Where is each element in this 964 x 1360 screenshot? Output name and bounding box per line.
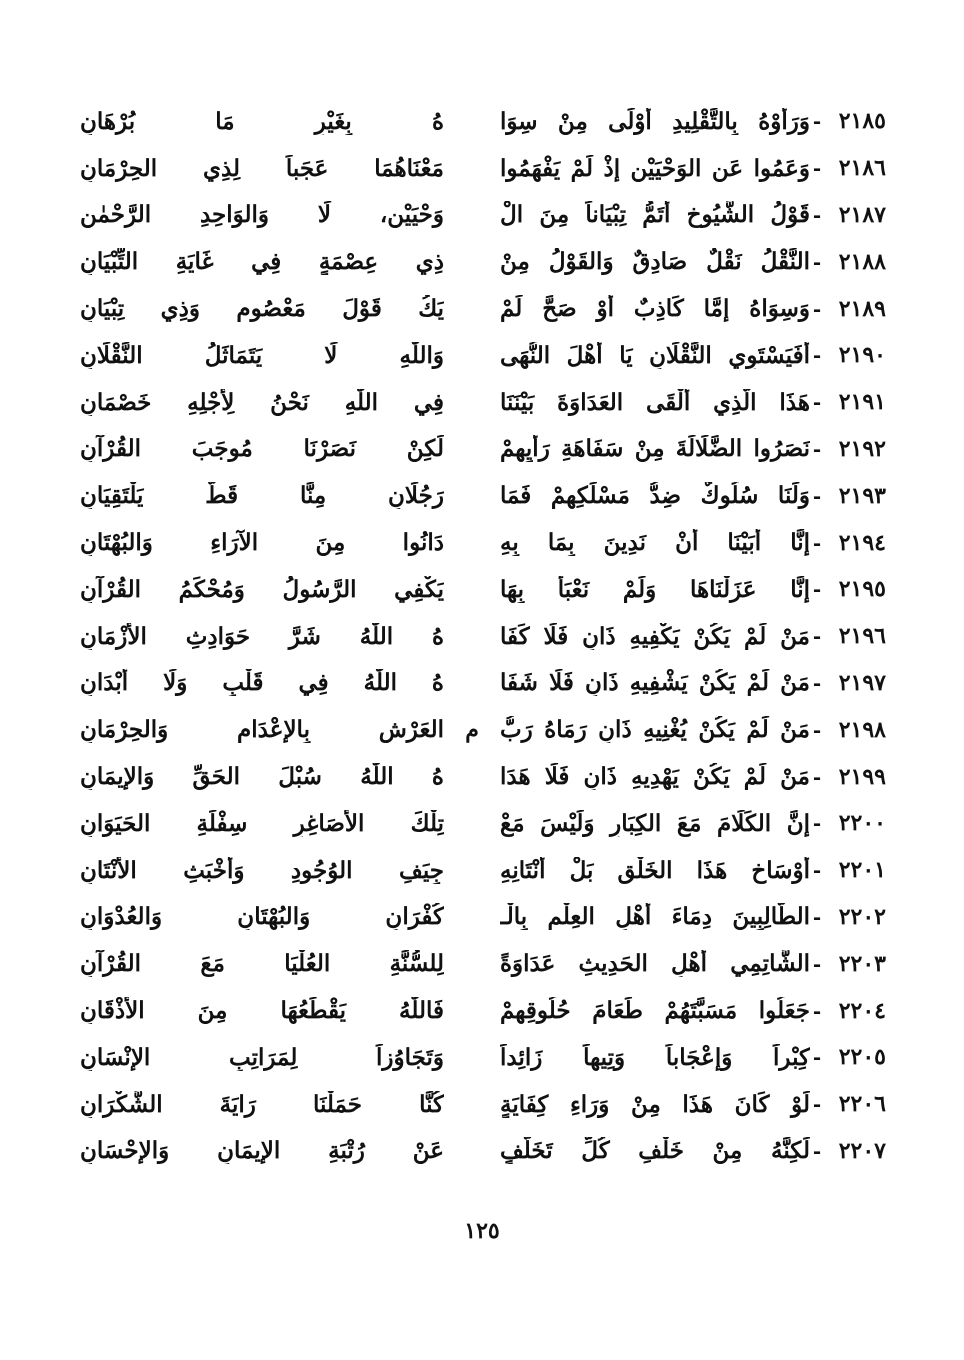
second-hemistich: هُ بِغَيْرِ مَا بُرْهَانِ <box>80 107 444 135</box>
second-hemistich: مَعْنَاهُمَا عَجَباً لِذِي الحِرْمَانِ <box>80 154 444 182</box>
second-hemistich: تِلْكَ الأَصَاغِرِ سِفْلَةِ الحَيَوَانِ <box>80 809 444 837</box>
first-hemistich: إِنَّ الكَلَامَ مَعَ الكِبَارِ وَلَيْسَ مَعْ <box>500 809 810 837</box>
verse-dash: - <box>812 1045 822 1070</box>
first-hemistich: لَكِنَّهُ مِنْ خَلْفِ كُلِّ تَخَلُّفٍ <box>500 1137 810 1165</box>
first-hemistich: مَنْ لَمْ يَكُنْ يَكْفِيهِ ذَانِ فَلَا كَفَا <box>500 622 810 650</box>
verse-row <box>80 800 886 847</box>
second-hemistich: كُنَّا حَمَلْنَا رَايَةَ الشُّكْرَانِ <box>80 1090 444 1118</box>
first-hemistich: لَوْ كَانَ هَذَا مِنْ وَرَاءِ كِفَايَةٍ <box>500 1090 810 1118</box>
first-hemistich: قَوْلُ الشُّيُوخِ أَتَمُّ تِبْيَاناً مِنَ الْ <box>500 201 810 229</box>
verse-row <box>80 987 886 1034</box>
verse-dash: - <box>812 717 822 742</box>
verse-number: ٢١٩٤ <box>838 529 886 556</box>
verse-number: ٢١٩٥ <box>838 576 886 603</box>
first-hemistich: النَّقْلُ نَقْلٌ صَادِقٌ وَالقَوْلُ مِنْ <box>500 248 810 276</box>
verse-row <box>80 1128 886 1175</box>
verse-dash: - <box>812 670 822 695</box>
second-hemistich: كُفْرَانِ وَالبُهْتَانِ وَالعُدْوَانِ <box>80 903 444 931</box>
second-hemistich: يَكُ قَوْلَ مَعْصُومٍ وَذِي تِبْيَانِ <box>80 295 444 323</box>
verse-dash: - <box>812 436 822 461</box>
verse-number: ٢١٨٨ <box>838 248 886 275</box>
verse-number: ٢١٩١ <box>838 389 886 416</box>
first-hemistich: الشَّاتِمِي أَهْلِ الحَدِيثِ عَدَاوَةً <box>500 950 810 978</box>
verse-row <box>80 519 886 566</box>
verse-dash: - <box>812 904 822 929</box>
verse-dash: - <box>812 811 822 836</box>
verse-dash: - <box>812 951 822 976</box>
second-hemistich: ذِي عِصْمَةٍ فِي غَايَةِ التِّبْيَانِ <box>80 248 444 276</box>
first-hemistich: أَوْسَاخِ هَذَا الخَلْقِ بَلْ أَنْتَانِهِ <box>500 856 810 884</box>
verse-number: ٢٢٠٧ <box>838 1137 886 1164</box>
verse-number: ٢١٨٦ <box>838 155 886 182</box>
verse-list <box>80 98 886 1174</box>
verse-number: ٢١٨٧ <box>838 201 886 228</box>
verse-row <box>80 379 886 426</box>
first-hemistich: وَعَمُوا عَنِ الوَحْيَيْنِ إِذْ لَمْ يَفْهَمُوا <box>500 154 810 182</box>
verse-number: ٢٢٠١ <box>838 857 886 884</box>
second-hemistich: فِي اللّٰهِ نَحْنُ لِأَجْلِهِ خَصْمَانِ <box>80 388 444 416</box>
verse-row <box>80 660 886 707</box>
second-hemistich: جِيَفِ الوُجُودِ وَأَخْبَثِ الأَنْتَانِ <box>80 856 444 884</box>
verse-row <box>80 1081 886 1128</box>
second-hemistich: رَجُلَانِ مِنَّا قَطُّ يَلْتَقِيَانِ <box>80 482 444 510</box>
verse-number: ٢١٩٧ <box>838 669 886 696</box>
verse-number: ٢٢٠٤ <box>838 997 886 1024</box>
verse-row <box>80 847 886 894</box>
verse-number: ٢١٨٥ <box>838 108 886 135</box>
second-hemistich: وَحْيَيْنِ، لَا وَالوَاحِدِ الرَّحْمٰنِ <box>80 201 444 229</box>
verse-number: ٢١٨٩ <box>838 295 886 322</box>
verse-number: ٢١٩٢ <box>838 435 886 462</box>
second-hemistich: دَانُوا مِنَ الآرَاءِ وَالبُهْتَانِ <box>80 529 444 557</box>
verse-number: ٢٢٠٣ <box>838 950 886 977</box>
second-hemistich: عَنْ رُتْبَةِ الإِيمَانِ وَالإِحْسَانِ <box>80 1137 444 1165</box>
hemistich-gap: م <box>465 716 479 743</box>
verse-dash: - <box>812 530 822 555</box>
verse-dash: - <box>812 296 822 321</box>
verse-number: ٢٢٠٠ <box>838 810 886 837</box>
verse-dash: - <box>812 249 822 274</box>
first-hemistich: كِبْراً وَإِعْجَاباً وَتِيهاً زَائِداً <box>500 1043 810 1071</box>
verse-dash: - <box>812 109 822 134</box>
verse-number: ٢٢٠٢ <box>838 903 886 930</box>
verse-dash: - <box>812 998 822 1023</box>
verse-row <box>80 98 886 145</box>
verse-row <box>80 192 886 239</box>
verse-number: ٢١٩٣ <box>838 482 886 509</box>
second-hemistich: العَرْشِ بِالإِعْدَامِ وَالحِرْمَانِ <box>80 716 444 744</box>
second-hemistich: يَكْفِي الرَّسُولُ وَمُحْكَمُ القُرْآنِ <box>80 575 444 603</box>
verse-dash: - <box>812 202 822 227</box>
first-hemistich: وَلَنَا سُلُوكٌ ضِدُّ مَسْلَكِهِمْ فَمَا <box>500 482 810 510</box>
verse-row <box>80 238 886 285</box>
second-hemistich: لَكِنْ نَصَرْنَا مُوجَبَ القُرْآنِ <box>80 435 444 463</box>
verse-dash: - <box>812 624 822 649</box>
verse-row <box>80 613 886 660</box>
verse-row <box>80 706 886 753</box>
page-number: ١٢٥ <box>464 1218 500 1244</box>
first-hemistich: مَنْ لَمْ يَكُنْ يَهْدِيهِ ذَانِ فَلَا هَدَا <box>500 763 810 791</box>
first-hemistich: مَنْ لَمْ يَكُنْ يَشْفِيهِ ذَانِ فَلَا شَفَا <box>500 669 810 697</box>
verse-number: ٢٢٠٥ <box>838 1044 886 1071</box>
first-hemistich: نَصَرُوا الضَّلَالَةَ مِنْ سَفَاهَةِ رَأْيِهِمْ <box>500 435 810 463</box>
first-hemistich: وَرَأَوْهُ بِالتَّقْلِيدِ أَوْلَى مِنْ سِوَا <box>500 107 810 135</box>
verse-dash: - <box>812 1092 822 1117</box>
verse-row <box>80 472 886 519</box>
second-hemistich: هُ اللّٰهُ فِي قَلْبٍ وَلَا أَبْدَانِ <box>80 669 444 697</box>
verse-dash: - <box>812 343 822 368</box>
verse-dash: - <box>812 1138 822 1163</box>
verse-dash: - <box>812 764 822 789</box>
verse-dash: - <box>812 577 822 602</box>
second-hemistich: هُ اللّٰهُ شَرَّ حَوَادِثِ الأَزْمَانِ <box>80 622 444 650</box>
first-hemistich: جَعَلُوا مَسَبَّتَهُمْ طَعَامَ حُلُوقِهِمْ <box>500 997 810 1025</box>
verse-dash: - <box>812 483 822 508</box>
verse-dash: - <box>812 156 822 181</box>
verse-number: ٢٢٠٦ <box>838 1091 886 1118</box>
verse-row <box>80 332 886 379</box>
verse-number: ٢١٩٩ <box>838 763 886 790</box>
first-hemistich: هَذَا الَّذِي أَلْقَى العَدَاوَةَ بَيْنَنَا <box>500 388 810 416</box>
second-hemistich: وَتَجَاوُزاً لِمَرَاتِبِ الإِنْسَانِ <box>80 1043 444 1071</box>
verse-number: ٢١٩٦ <box>838 623 886 650</box>
first-hemistich: إِنَّا عَزَلْنَاهَا وَلَمْ نَعْبَأْ بِهَا <box>500 575 810 603</box>
first-hemistich: أَفَيَسْتَوِي النَّقْلَانِ يَا أَهْلَ النُّهَى <box>500 341 810 369</box>
second-hemistich: فَاللّٰهُ يَقْطَعُهَا مِنَ الأَذْقَانِ <box>80 997 444 1025</box>
verse-row <box>80 753 886 800</box>
verse-row <box>80 426 886 473</box>
second-hemistich: هُ اللّٰهُ سُبْلَ الحَقِّ وَالإِيمَانِ <box>80 763 444 791</box>
first-hemistich: إِنَّا أَبَيْنَا أَنْ نَدِينَ بِمَا بِهِ <box>500 529 810 557</box>
verse-dash: - <box>812 858 822 883</box>
first-hemistich: وَسِوَاهُ إِمَّا كَاذِبٌ أَوْ صَحَّ لَمْ <box>500 295 810 323</box>
second-hemistich: لِلسُّنَّةِ العُلْيَا مَعَ القُرْآنِ <box>80 950 444 978</box>
verse-row <box>80 566 886 613</box>
verse-row <box>80 285 886 332</box>
verse-row <box>80 940 886 987</box>
verse-number: ٢١٩٨ <box>838 716 886 743</box>
verse-number: ٢١٩٠ <box>838 342 886 369</box>
verse-row <box>80 145 886 192</box>
verse-row <box>80 894 886 941</box>
second-hemistich: وَاللّٰهِ لَا يَتَمَاثَلُ النَّقْلَانِ <box>80 341 444 369</box>
first-hemistich: مَنْ لَمْ يَكُنْ يُغْنِيهِ ذَانِ رَمَاهُ رَبُّ <box>500 716 810 744</box>
verse-dash: - <box>812 390 822 415</box>
first-hemistich: الطَّالِبِينَ دِمَاءَ أَهْلِ العِلْمِ بِالْـ <box>500 903 810 931</box>
verse-row <box>80 1034 886 1081</box>
